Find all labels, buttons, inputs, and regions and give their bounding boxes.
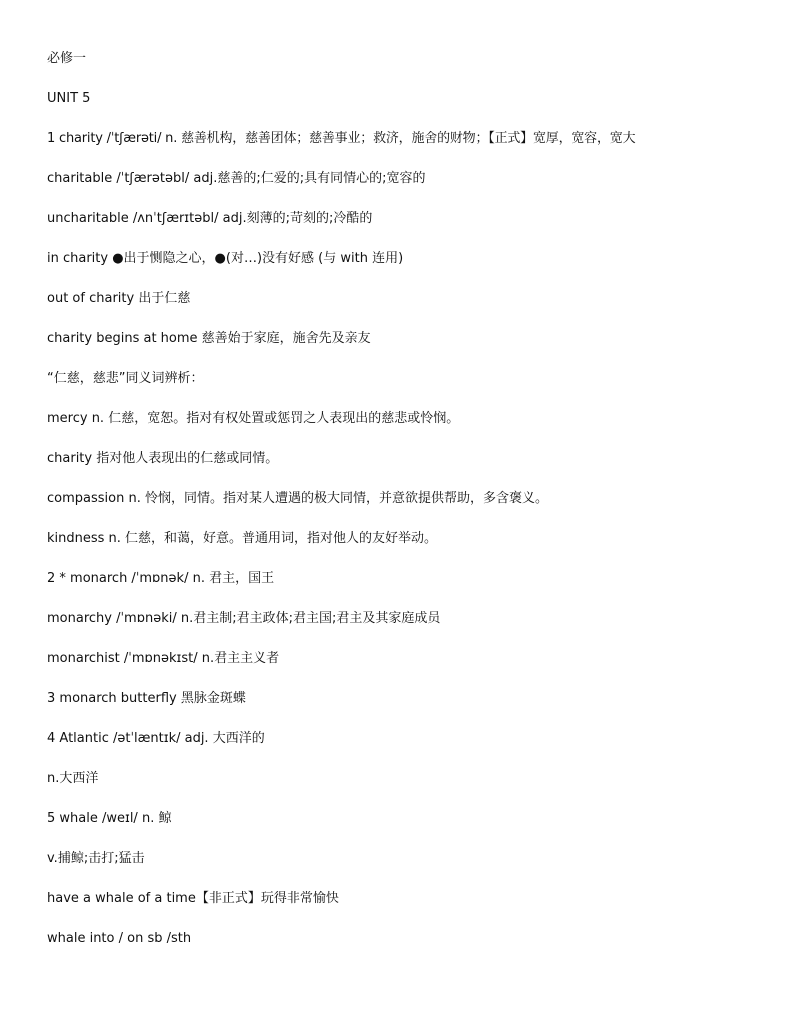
entry-line: monarchist /ˈmɒnəkɪst/ n.君主主义者	[47, 651, 280, 666]
entry-line: monarchy /ˈmɒnəki/ n.君主制;君主政体;君主国;君主及其家庭成员	[47, 611, 441, 626]
entry-line: 1 charity /ˈtʃærəti/ n. 慈善机构，慈善团体；慈善事业；救济，施舍的财物；【正式】宽厚，宽容，宽大	[47, 131, 636, 146]
entry-line: kindness n. 仁慈，和蔼，好意。普通用词，指对他人的友好举动。	[47, 531, 438, 546]
entry-line: have a whale of a time【非正式】玩得非常愉快	[47, 891, 339, 906]
entry-line: 5 whale /weɪl/ n. 鲸	[47, 811, 172, 826]
entry-line: 4 Atlantic /ətˈlæntɪk/ adj. 大西洋的	[47, 731, 265, 746]
synonym-heading: “仁慈，慈悲”同义词辨析：	[47, 371, 204, 386]
book-header: 必修一	[47, 51, 87, 66]
entry-line: whale into / on sb /sth	[47, 931, 192, 946]
entry-line: in charity ●出于恻隐之心，●(对…)没有好感 (与 with 连用)	[47, 251, 404, 266]
entry-line: charity begins at home 慈善始于家庭，施舍先及亲友	[47, 331, 371, 346]
entry-line: v.捕鲸;击打;猛击	[47, 851, 145, 866]
entry-line: 2 * monarch /ˈmɒnək/ n. 君主，国王	[47, 571, 275, 586]
entry-line: n.大西洋	[47, 771, 99, 786]
entry-line: mercy n. 仁慈，宽恕。指对有权处置或惩罚之人表现出的慈悲或怜悯。	[47, 411, 460, 426]
unit-heading: UNIT 5	[47, 91, 91, 106]
entry-line: charitable /ˈtʃærətəbl/ adj.慈善的;仁爱的;具有同情心的;宽容的	[47, 171, 426, 186]
entry-line: compassion n. 怜悯，同情。指对某人遭遇的极大同情，并意欲提供帮助，多含褒义。	[47, 491, 548, 506]
entry-line: 3 monarch butterfly 黑脉金斑蝶	[47, 691, 246, 706]
entry-line: charity 指对他人表现出的仁慈或同情。	[47, 451, 279, 466]
entry-line: out of charity 出于仁慈	[47, 291, 191, 306]
entry-line: uncharitable /ʌnˈtʃærɪtəbl/ adj.刻薄的;苛刻的;冷酷的	[47, 211, 373, 226]
